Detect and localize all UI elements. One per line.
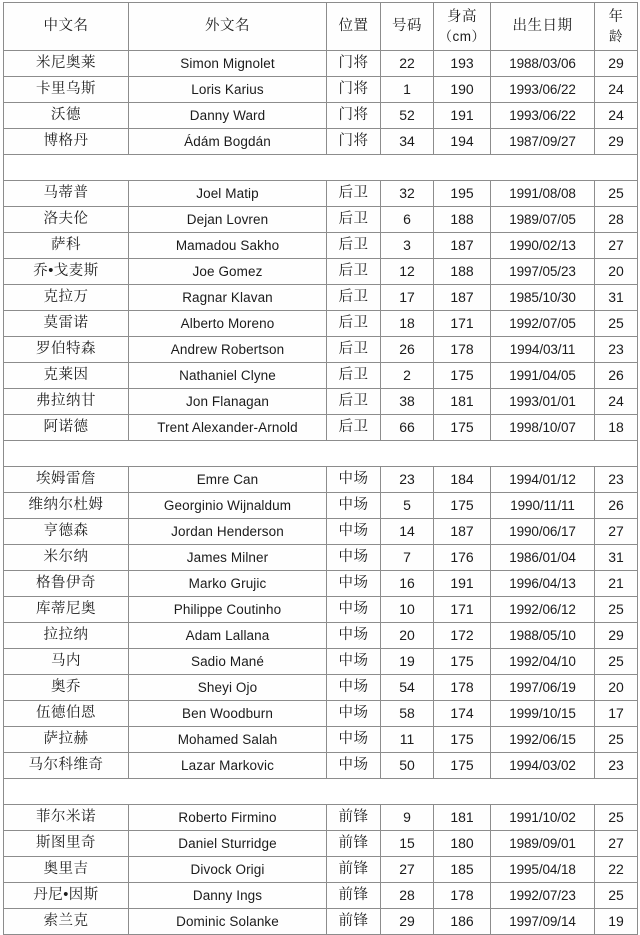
cell-ht: 194 [434,129,491,155]
cell-dob: 1992/04/10 [491,649,595,675]
cell-dob: 1997/06/19 [491,675,595,701]
cell-ht: 185 [434,857,491,883]
table-row [4,571,638,597]
cell-age: 20 [595,675,638,701]
cell-cn: 洛夫伦 [4,207,129,233]
cell-num: 28 [381,883,434,909]
column-header-pos: 位置 [327,3,381,51]
cell-pos: 中场 [327,545,381,571]
cell-num: 34 [381,129,434,155]
cell-dob: 1991/10/02 [491,805,595,831]
cell-ht: 176 [434,545,491,571]
cell-fn: James Milner [129,545,327,571]
cell-cn: 奥乔 [4,675,129,701]
cell-pos: 门将 [327,103,381,129]
cell-num: 19 [381,649,434,675]
table-row [4,337,638,363]
cell-num: 18 [381,311,434,337]
cell-dob: 1998/10/07 [491,415,595,441]
cell-ht: 171 [434,311,491,337]
cell-dob: 1994/03/02 [491,753,595,779]
cell-fn: Sadio Mané [129,649,327,675]
cell-dob: 1993/01/01 [491,389,595,415]
position-group-separator [4,441,638,467]
cell-dob: 1992/07/23 [491,883,595,909]
cell-fn: Philippe Coutinho [129,597,327,623]
position-group-separator-cell [4,779,638,805]
cell-fn: Alberto Moreno [129,311,327,337]
table-row [4,467,638,493]
cell-pos: 中场 [327,753,381,779]
cell-num: 38 [381,389,434,415]
position-group-separator [4,155,638,181]
cell-ht: 187 [434,233,491,259]
cell-fn: Ben Woodburn [129,701,327,727]
header-row [4,3,638,51]
cell-dob: 1993/06/22 [491,103,595,129]
cell-age: 25 [595,649,638,675]
cell-num: 6 [381,207,434,233]
table-row [4,389,638,415]
cell-ht: 178 [434,675,491,701]
cell-age: 27 [595,233,638,259]
table-row [4,415,638,441]
table-row [4,649,638,675]
cell-dob: 1994/03/11 [491,337,595,363]
cell-cn: 乔•戈麦斯 [4,259,129,285]
cell-num: 27 [381,857,434,883]
cell-ht: 175 [434,415,491,441]
cell-dob: 1990/11/11 [491,493,595,519]
table-row [4,753,638,779]
cell-ht: 181 [434,805,491,831]
table-header [4,3,638,51]
cell-num: 5 [381,493,434,519]
cell-cn: 菲尔米诺 [4,805,129,831]
cell-ht: 180 [434,831,491,857]
cell-num: 3 [381,233,434,259]
cell-pos: 前锋 [327,805,381,831]
table-row [4,207,638,233]
cell-fn: Marko Grujic [129,571,327,597]
cell-age: 29 [595,129,638,155]
cell-ht: 175 [434,727,491,753]
cell-dob: 1996/04/13 [491,571,595,597]
cell-cn: 莫雷诺 [4,311,129,337]
column-header-ht-line2: （cm） [438,28,486,44]
cell-num: 9 [381,805,434,831]
cell-cn: 米尼奥莱 [4,51,129,77]
table-row [4,285,638,311]
cell-age: 21 [595,571,638,597]
table-row [4,493,638,519]
column-header-age-line1: 年 [608,8,624,25]
cell-age: 27 [595,519,638,545]
cell-age: 25 [595,727,638,753]
table-row [4,701,638,727]
cell-fn: Jordan Henderson [129,519,327,545]
cell-pos: 中场 [327,467,381,493]
cell-pos: 中场 [327,519,381,545]
cell-pos: 中场 [327,649,381,675]
cell-age: 23 [595,337,638,363]
table-row [4,311,638,337]
cell-fn: Loris Karius [129,77,327,103]
cell-pos: 门将 [327,51,381,77]
cell-fn: Joe Gomez [129,259,327,285]
cell-dob: 1992/06/12 [491,597,595,623]
cell-age: 22 [595,857,638,883]
cell-cn: 维纳尔杜姆 [4,493,129,519]
cell-ht: 187 [434,285,491,311]
position-group-separator [4,779,638,805]
cell-dob: 1988/03/06 [491,51,595,77]
table-row [4,129,638,155]
cell-ht: 181 [434,389,491,415]
cell-num: 50 [381,753,434,779]
cell-num: 20 [381,623,434,649]
cell-pos: 中场 [327,727,381,753]
cell-cn: 克莱因 [4,363,129,389]
cell-dob: 1992/06/15 [491,727,595,753]
cell-cn: 库蒂尼奥 [4,597,129,623]
cell-fn: Andrew Robertson [129,337,327,363]
cell-num: 22 [381,51,434,77]
cell-fn: Ádám Bogdán [129,129,327,155]
cell-cn: 萨拉赫 [4,727,129,753]
cell-dob: 1991/08/08 [491,181,595,207]
cell-age: 24 [595,103,638,129]
cell-num: 2 [381,363,434,389]
cell-ht: 178 [434,337,491,363]
cell-cn: 埃姆雷詹 [4,467,129,493]
cell-pos: 中场 [327,675,381,701]
cell-age: 17 [595,701,638,727]
cell-ht: 190 [434,77,491,103]
cell-cn: 萨科 [4,233,129,259]
cell-cn: 奥里吉 [4,857,129,883]
cell-ht: 175 [434,363,491,389]
cell-pos: 后卫 [327,311,381,337]
cell-fn: Dejan Lovren [129,207,327,233]
cell-dob: 1994/01/12 [491,467,595,493]
cell-age: 18 [595,415,638,441]
column-header-ht [434,3,491,51]
cell-ht: 174 [434,701,491,727]
cell-pos: 后卫 [327,181,381,207]
cell-cn: 马内 [4,649,129,675]
cell-dob: 1995/04/18 [491,857,595,883]
cell-age: 29 [595,51,638,77]
cell-age: 25 [595,597,638,623]
table-row [4,597,638,623]
cell-cn: 拉拉纳 [4,623,129,649]
cell-ht: 175 [434,649,491,675]
cell-ht: 188 [434,207,491,233]
cell-cn: 丹尼•因斯 [4,883,129,909]
cell-dob: 1987/09/27 [491,129,595,155]
cell-num: 12 [381,259,434,285]
table-row [4,623,638,649]
cell-num: 29 [381,909,434,935]
table-row [4,805,638,831]
cell-num: 54 [381,675,434,701]
cell-ht: 195 [434,181,491,207]
cell-fn: Jon Flanagan [129,389,327,415]
cell-fn: Emre Can [129,467,327,493]
cell-dob: 1989/07/05 [491,207,595,233]
cell-ht: 184 [434,467,491,493]
cell-dob: 1992/07/05 [491,311,595,337]
cell-fn: Joel Matip [129,181,327,207]
cell-dob: 1989/09/01 [491,831,595,857]
cell-fn: Lazar Markovic [129,753,327,779]
cell-cn: 罗伯特森 [4,337,129,363]
cell-fn: Ragnar Klavan [129,285,327,311]
table-row [4,233,638,259]
cell-cn: 卡里乌斯 [4,77,129,103]
cell-age: 25 [595,883,638,909]
cell-num: 58 [381,701,434,727]
player-roster-table [3,2,638,935]
column-header-age [595,3,638,51]
cell-pos: 中场 [327,701,381,727]
cell-age: 25 [595,181,638,207]
cell-age: 19 [595,909,638,935]
cell-fn: Mohamed Salah [129,727,327,753]
cell-age: 26 [595,363,638,389]
column-header-fn: 外文名 [129,3,327,51]
cell-cn: 博格丹 [4,129,129,155]
cell-ht: 172 [434,623,491,649]
cell-num: 14 [381,519,434,545]
cell-cn: 米尔纳 [4,545,129,571]
cell-cn: 阿诺德 [4,415,129,441]
cell-age: 24 [595,389,638,415]
cell-age: 25 [595,805,638,831]
cell-num: 66 [381,415,434,441]
cell-age: 23 [595,753,638,779]
table-row [4,363,638,389]
cell-pos: 后卫 [327,415,381,441]
cell-cn: 亨德森 [4,519,129,545]
table-row [4,51,638,77]
cell-cn: 克拉万 [4,285,129,311]
column-header-cn: 中文名 [4,3,129,51]
cell-num: 11 [381,727,434,753]
table-row [4,909,638,935]
cell-fn: Daniel Sturridge [129,831,327,857]
cell-fn: Sheyi Ojo [129,675,327,701]
cell-pos: 前锋 [327,883,381,909]
table-row [4,519,638,545]
cell-ht: 175 [434,493,491,519]
cell-cn: 伍德伯恩 [4,701,129,727]
cell-dob: 1990/06/17 [491,519,595,545]
cell-cn: 斯图里奇 [4,831,129,857]
cell-ht: 186 [434,909,491,935]
cell-dob: 1997/05/23 [491,259,595,285]
table-row [4,675,638,701]
cell-pos: 后卫 [327,259,381,285]
cell-dob: 1986/01/04 [491,545,595,571]
table-row [4,103,638,129]
cell-pos: 后卫 [327,337,381,363]
cell-num: 15 [381,831,434,857]
cell-ht: 193 [434,51,491,77]
cell-num: 52 [381,103,434,129]
cell-age: 20 [595,259,638,285]
cell-age: 25 [595,311,638,337]
cell-fn: Trent Alexander-Arnold [129,415,327,441]
column-header-age-line2: 龄 [609,28,623,44]
column-header-dob: 出生日期 [491,3,595,51]
cell-fn: Roberto Firmino [129,805,327,831]
column-header-num: 号码 [381,3,434,51]
cell-dob: 1999/10/15 [491,701,595,727]
cell-num: 16 [381,571,434,597]
cell-pos: 门将 [327,129,381,155]
cell-cn: 马尔科维奇 [4,753,129,779]
cell-fn: Mamadou Sakho [129,233,327,259]
cell-fn: Divock Origi [129,857,327,883]
cell-ht: 171 [434,597,491,623]
cell-pos: 后卫 [327,363,381,389]
cell-fn: Nathaniel Clyne [129,363,327,389]
cell-age: 31 [595,545,638,571]
cell-num: 32 [381,181,434,207]
cell-age: 31 [595,285,638,311]
cell-fn: Georginio Wijnaldum [129,493,327,519]
cell-ht: 178 [434,883,491,909]
cell-num: 23 [381,467,434,493]
cell-pos: 中场 [327,597,381,623]
cell-fn: Adam Lallana [129,623,327,649]
position-group-separator-cell [4,155,638,181]
cell-pos: 中场 [327,623,381,649]
cell-cn: 沃德 [4,103,129,129]
position-group-separator-cell [4,441,638,467]
cell-ht: 175 [434,753,491,779]
cell-dob: 1997/09/14 [491,909,595,935]
cell-pos: 中场 [327,571,381,597]
cell-num: 26 [381,337,434,363]
cell-dob: 1985/10/30 [491,285,595,311]
cell-ht: 191 [434,103,491,129]
cell-age: 24 [595,77,638,103]
cell-cn: 格鲁伊奇 [4,571,129,597]
cell-ht: 191 [434,571,491,597]
table-row [4,181,638,207]
cell-cn: 索兰克 [4,909,129,935]
table-row [4,727,638,753]
cell-num: 10 [381,597,434,623]
cell-dob: 1988/05/10 [491,623,595,649]
cell-cn: 马蒂普 [4,181,129,207]
cell-ht: 187 [434,519,491,545]
cell-age: 26 [595,493,638,519]
table-row [4,831,638,857]
cell-fn: Danny Ings [129,883,327,909]
cell-pos: 后卫 [327,207,381,233]
cell-cn: 弗拉纳甘 [4,389,129,415]
cell-pos: 前锋 [327,857,381,883]
cell-fn: Dominic Solanke [129,909,327,935]
cell-num: 17 [381,285,434,311]
cell-ht: 188 [434,259,491,285]
cell-age: 29 [595,623,638,649]
cell-pos: 后卫 [327,233,381,259]
cell-pos: 前锋 [327,831,381,857]
cell-age: 28 [595,207,638,233]
cell-pos: 门将 [327,77,381,103]
cell-num: 1 [381,77,434,103]
cell-age: 27 [595,831,638,857]
cell-dob: 1990/02/13 [491,233,595,259]
table-row [4,77,638,103]
column-header-ht-line1: 身高 [447,8,477,25]
cell-num: 7 [381,545,434,571]
cell-pos: 中场 [327,493,381,519]
cell-dob: 1993/06/22 [491,77,595,103]
cell-fn: Simon Mignolet [129,51,327,77]
table-body [4,51,638,935]
cell-pos: 后卫 [327,389,381,415]
cell-pos: 前锋 [327,909,381,935]
table-row [4,545,638,571]
cell-pos: 后卫 [327,285,381,311]
cell-dob: 1991/04/05 [491,363,595,389]
table-row [4,883,638,909]
cell-fn: Danny Ward [129,103,327,129]
cell-age: 23 [595,467,638,493]
table-row [4,259,638,285]
